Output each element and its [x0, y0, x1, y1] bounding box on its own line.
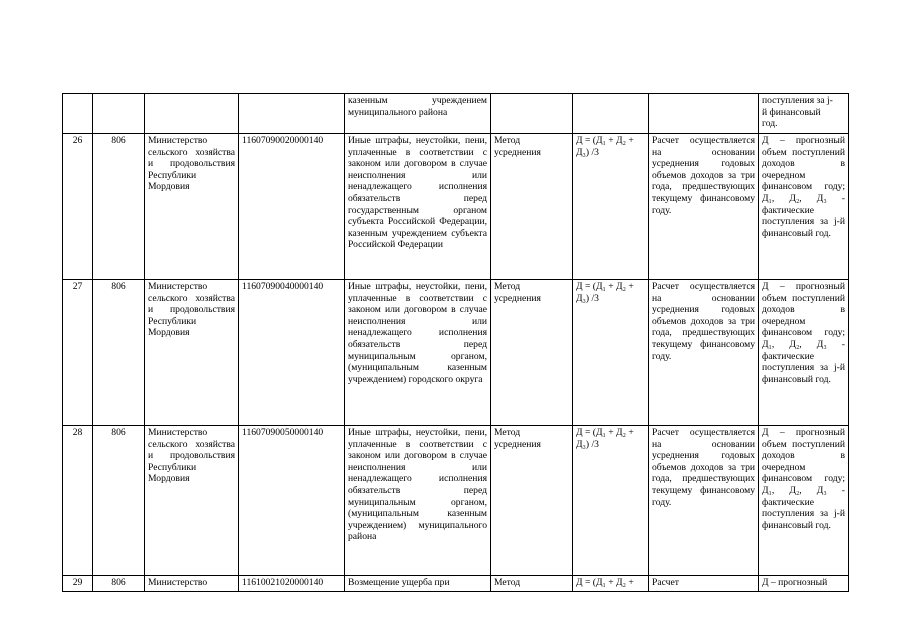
- cell-algorithm: Расчет: [649, 576, 759, 592]
- cell-method: Метод усреднения: [491, 280, 573, 426]
- cell-kbk: 11607090050000140: [239, 426, 345, 576]
- cell-num: 26: [63, 134, 93, 280]
- cell-name: Иные штрафы, неустойки, пени, уплаченные в соответствии с законом или договором в случае неисполнения или ненадлежащего исполнения обязательств перед государственным органом субъекта Российской Федерации, казенным учреждением субъекта Российской Федерации: [345, 134, 491, 280]
- cell-description: Д – прогнозный объем поступлений доходов в очередном финансовом году; Д₁, Д₂, Д₃ - фактические поступления за j-й финансовый год.: [759, 426, 849, 576]
- cell-num: 28: [63, 426, 93, 576]
- cell-algorithm: Расчет осуществляется на основании усреднения годовых объемов доходов за три года, предшествующих текущему финансовому году.: [649, 280, 759, 426]
- cell-algorithm: Расчет осуществляется на основании усреднения годовых объемов доходов за три года, предшествующих текущему финансовому году.: [649, 426, 759, 576]
- cell-method: Метод усреднения: [491, 426, 573, 576]
- cell-name: казенным учреждением муниципального района: [345, 94, 491, 134]
- cell-kbk: 11607090020000140: [239, 134, 345, 280]
- cell-formula: Д = (Д₁ + Д₂ + Д₃) /3: [573, 134, 649, 280]
- cell-name: Иные штрафы, неустойки, пени, уплаченные в соответствии с законом или договором в случае неисполнения или ненадлежащего исполнения обязательств перед муниципальным органом, (муниципальным казенным учреждением) городского округа: [345, 280, 491, 426]
- cell-admin: Министерство: [145, 576, 239, 592]
- cell-kbk: [239, 94, 345, 134]
- cell-formula: Д = (Д₁ + Д₂ + Д₃) /3: [573, 280, 649, 426]
- cell-name: Возмещение ущерба при: [345, 576, 491, 592]
- cell-admin: [145, 94, 239, 134]
- cell-name: Иные штрафы, неустойки, пени, уплаченные в соответствии с законом или договором в случае неисполнения или ненадлежащего исполнения обязательств перед муниципальным органом, (муниципальным казенным учреждением) муниципального района: [345, 426, 491, 576]
- cell-admin: Министерство сельского хозяйства и продовольствия Республики Мордовия: [145, 426, 239, 576]
- cell-kbk: 11607090040000140: [239, 280, 345, 426]
- cell-formula: Д = (Д₁ + Д₂ + Д₃) /3: [573, 426, 649, 576]
- table-row: [63, 134, 849, 280]
- cell-formula: [573, 94, 649, 134]
- cell-method: Метод: [491, 576, 573, 592]
- cell-code: 806: [93, 576, 145, 592]
- description-line: й финансовый: [762, 106, 821, 118]
- cell-algorithm: Расчет осуществляется на основании усреднения годовых объемов доходов за три года, предшествующих текущему финансовому году.: [649, 134, 759, 280]
- cell-method: Метод усреднения: [491, 134, 573, 280]
- cell-num: 29: [63, 576, 93, 592]
- cell-algorithm: [649, 94, 759, 134]
- revenue-forecast-table: [62, 93, 849, 592]
- cell-description: Д – прогнозный объем поступлений доходов в очередном финансовом году; Д₁, Д₂, Д₃ - фактические поступления за j-й финансовый год.: [759, 134, 849, 280]
- cell-code: [93, 94, 145, 134]
- cell-kbk: 11610021020000140: [239, 576, 345, 592]
- table-row: [63, 94, 849, 134]
- cell-description: [759, 94, 849, 134]
- table-row: [63, 280, 849, 426]
- cell-code: 806: [93, 426, 145, 576]
- cell-code: 806: [93, 280, 145, 426]
- cell-num: [63, 94, 93, 134]
- table-row: [63, 426, 849, 576]
- description-line: год.: [762, 118, 778, 130]
- cell-description: Д – прогнозный объем поступлений доходов в очередном финансовом году; Д₁, Д₂, Д₃ - фактические поступления за j-й финансовый год.: [759, 280, 849, 426]
- cell-method: [491, 94, 573, 134]
- description-line: поступления за j-: [762, 95, 833, 106]
- table-row: [63, 576, 849, 592]
- cell-admin: Министерство сельского хозяйства и продовольствия Республики Мордовия: [145, 280, 239, 426]
- cell-formula: Д = (Д₁ + Д₂ +: [573, 576, 649, 592]
- cell-code: 806: [93, 134, 145, 280]
- cell-description: Д – прогнозный: [759, 576, 849, 592]
- cell-num: 27: [63, 280, 93, 426]
- cell-admin: Министерство сельского хозяйства и продовольствия Республики Мордовия: [145, 134, 239, 280]
